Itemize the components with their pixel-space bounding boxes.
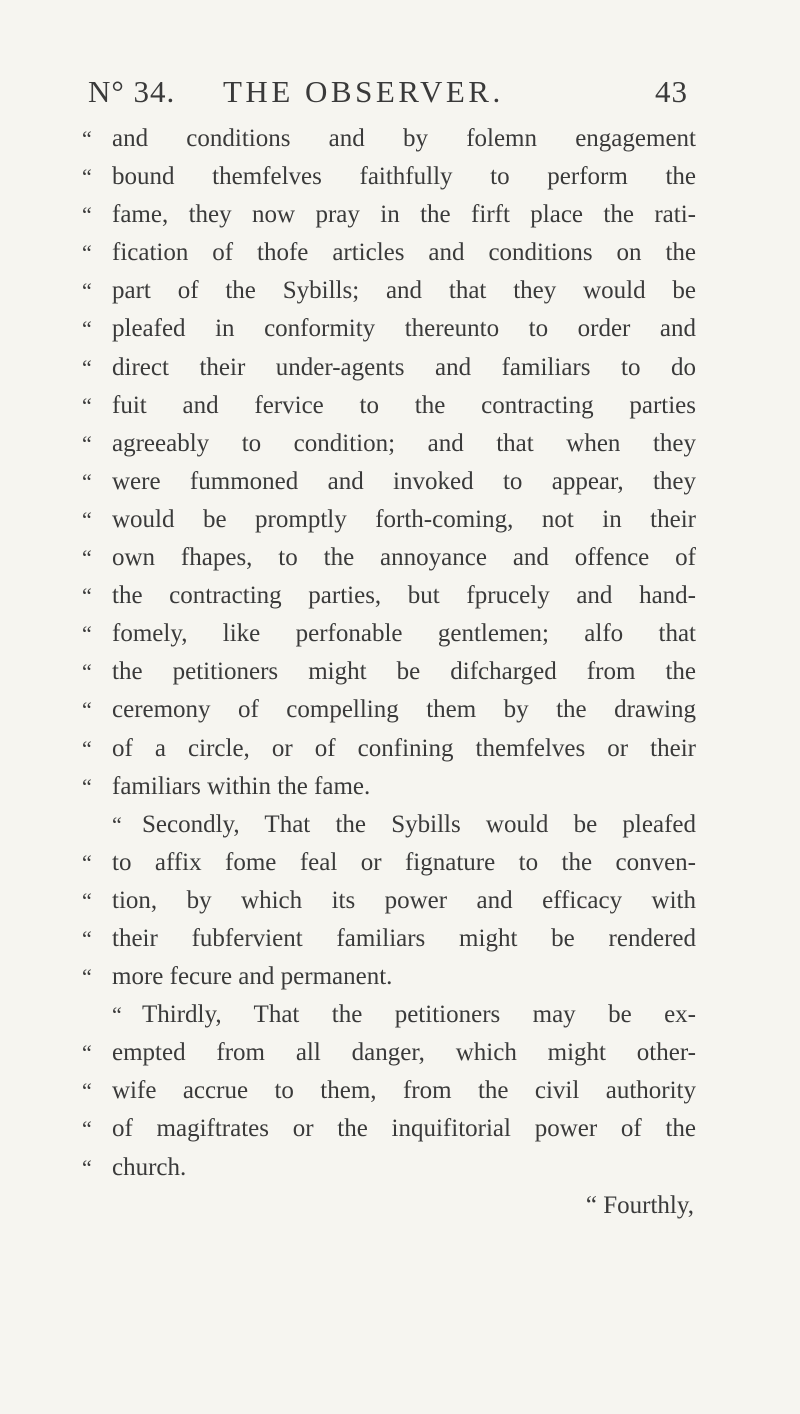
text-line xyxy=(82,425,702,463)
quote-mark: “ xyxy=(82,316,92,342)
line-text: of magiftrates or the inquifitorial power of the xyxy=(112,1115,696,1143)
text-line xyxy=(82,1149,702,1187)
text-line xyxy=(82,501,702,539)
text-line xyxy=(82,310,702,348)
text-line xyxy=(82,615,702,653)
body-text xyxy=(82,120,702,1225)
text-line xyxy=(82,691,702,729)
quote-mark: “ xyxy=(82,583,92,609)
quote-mark: “ xyxy=(82,621,92,647)
text-line xyxy=(82,272,702,310)
line-text: familiars within the fame. xyxy=(112,772,371,800)
catchword xyxy=(82,1187,702,1225)
text-line xyxy=(82,882,702,920)
line-text: the petitioners might be difcharged from the xyxy=(112,658,696,686)
quote-mark: “ xyxy=(82,887,92,913)
line-text: wife accrue to them, from the civil authority xyxy=(112,1077,696,1105)
quote-mark: “ xyxy=(82,964,92,990)
text-line xyxy=(82,158,702,196)
line-text: Thirdly, That the petitioners may be ex- xyxy=(142,1001,696,1029)
quote-mark: “ xyxy=(82,240,92,266)
text-line xyxy=(82,539,702,577)
line-text: agreeably to condition; and that when they xyxy=(112,429,696,457)
running-header xyxy=(88,74,688,114)
line-text: ceremony of compelling them by the drawing xyxy=(112,696,696,724)
quote-mark: “ xyxy=(82,659,92,685)
quote-mark: “ xyxy=(82,126,92,151)
quote-mark: “ xyxy=(82,925,92,951)
quote-mark: “ xyxy=(82,430,92,456)
quote-mark: “ xyxy=(112,811,122,837)
line-text: were fummoned and invoked to appear, they xyxy=(112,467,696,495)
quote-mark: “ xyxy=(82,354,92,380)
quote-mark: “ xyxy=(82,697,92,723)
quote-mark: “ xyxy=(82,1154,92,1180)
line-text: church. xyxy=(112,1153,187,1181)
line-text: empted from all danger, which might other- xyxy=(112,1039,696,1067)
line-text: the contracting parties, but fprucely and hand- xyxy=(112,582,696,610)
text-line xyxy=(82,577,702,615)
line-text: pleafed in conformity thereunto to order and xyxy=(112,315,696,343)
issue-number: N° 34. xyxy=(88,74,176,109)
line-text: to affix fome feal or fignature to the conven- xyxy=(112,848,696,876)
quote-mark: “ xyxy=(82,164,92,190)
line-text: tion, by which its power and efficacy with xyxy=(112,886,696,914)
line-text: their fubfervient familiars might be rendered xyxy=(112,924,696,952)
text-line xyxy=(82,463,702,501)
text-line xyxy=(82,806,702,844)
text-line xyxy=(82,1072,702,1110)
text-line xyxy=(82,349,702,387)
line-text: fication of thofe articles and conditions on the xyxy=(112,239,696,267)
quote-mark: “ xyxy=(82,773,92,799)
line-text: own fhapes, to the annoyance and offence of xyxy=(112,544,696,572)
quote-mark: “ xyxy=(82,1078,92,1104)
text-line xyxy=(82,196,702,234)
quote-mark: “ xyxy=(112,1002,122,1028)
text-line xyxy=(82,730,702,768)
text-line xyxy=(82,768,702,806)
text-line xyxy=(82,996,702,1034)
line-text: fame, they now pray in the firft place the rati- xyxy=(112,201,696,229)
quote-mark: “ xyxy=(82,1040,92,1066)
line-text: would be promptly forth-coming, not in their xyxy=(112,505,696,533)
line-text: direct their under-agents and familiars to do xyxy=(112,353,696,381)
quote-mark: “ xyxy=(82,849,92,875)
line-text: fuit and fervice to the contracting parties xyxy=(112,391,696,419)
quote-mark: “ xyxy=(82,1116,92,1142)
catchword-text: “ Fourthly, xyxy=(585,1191,694,1219)
line-text: more fecure and permanent. xyxy=(112,963,393,991)
quote-mark: “ xyxy=(82,735,92,761)
text-line xyxy=(82,120,702,158)
page-number: 43 xyxy=(655,74,688,109)
text-line xyxy=(82,844,702,882)
text-line xyxy=(82,1110,702,1148)
line-text: part of the Sybills; and that they would be xyxy=(112,277,696,305)
quote-mark: “ xyxy=(82,468,92,494)
line-text: of a circle, or of confining themfelves or their xyxy=(112,734,696,762)
text-line xyxy=(82,920,702,958)
text-line xyxy=(82,1034,702,1072)
quote-mark: “ xyxy=(82,506,92,532)
text-line xyxy=(82,387,702,425)
quote-mark: “ xyxy=(82,202,92,228)
line-text: fomely, like perfonable gentlemen; alfo that xyxy=(112,620,696,648)
text-line xyxy=(82,653,702,691)
line-text: and conditions and by folemn engagement xyxy=(112,125,696,152)
quote-mark: “ xyxy=(82,278,92,304)
quote-mark: “ xyxy=(82,392,92,418)
line-text: bound themfelves faithfully to perform the xyxy=(112,163,696,191)
quote-mark: “ xyxy=(82,545,92,571)
text-line xyxy=(82,958,702,996)
line-text: Secondly, That the Sybills would be pleafed xyxy=(142,810,696,838)
text-line xyxy=(82,234,702,272)
running-title: THE OBSERVER. xyxy=(223,74,504,109)
